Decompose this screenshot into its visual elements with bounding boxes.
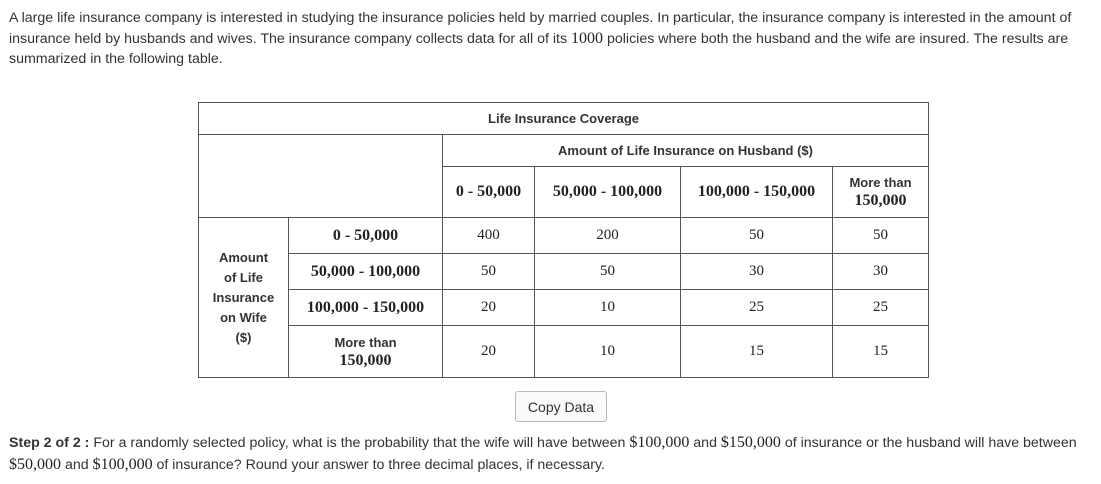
table-cell: 30 bbox=[681, 254, 833, 290]
copy-data-button[interactable]: Copy Data bbox=[515, 391, 607, 422]
wife-label-line: Insurance bbox=[212, 289, 275, 305]
husband-range-3: 100,000 - 150,000 bbox=[681, 167, 833, 218]
table-cell: 10 bbox=[535, 290, 681, 326]
husband-range-2: 50,000 - 100,000 bbox=[535, 167, 681, 218]
wife-more-label: More than bbox=[334, 334, 397, 350]
wife-range-2: 50,000 - 100,000 bbox=[289, 254, 443, 290]
table-cell: 400 bbox=[443, 218, 535, 254]
table-cell: 10 bbox=[535, 326, 681, 378]
table-cell: 15 bbox=[681, 326, 833, 378]
husband-range-4 bbox=[833, 167, 929, 218]
problem-intro bbox=[9, 8, 1099, 70]
question-segment: of insurance or the husband will have between bbox=[780, 435, 1077, 451]
table-row bbox=[199, 290, 929, 326]
step-label: Step 2 of 2 : bbox=[9, 435, 90, 451]
table-cell: 200 bbox=[535, 218, 681, 254]
wife-range-1: 0 - 50,000 bbox=[289, 218, 443, 254]
table-cell: 20 bbox=[443, 290, 535, 326]
question-segment: and bbox=[61, 457, 93, 473]
intro-text-1: A large life insurance company is interested in studying the insurance policies held by married couples. In particular, the insurance company is interested in the amount of insurance held by husbands and wives. The insurance company collects data for all of its bbox=[9, 10, 1072, 47]
wife-label-line: of Life bbox=[224, 269, 263, 285]
question-value: $100,000 bbox=[629, 434, 690, 451]
husband-more-label: More than bbox=[849, 175, 912, 190]
table-cell: 50 bbox=[681, 218, 833, 254]
corner-cell bbox=[199, 135, 443, 218]
table-cell: 50 bbox=[833, 218, 929, 254]
question-text bbox=[9, 432, 1099, 476]
wife-range-4 bbox=[289, 326, 443, 378]
table-cell: 50 bbox=[443, 254, 535, 290]
table-row bbox=[199, 254, 929, 290]
table-cell: 50 bbox=[535, 254, 681, 290]
husband-more-value: 150,000 bbox=[854, 192, 907, 209]
question-segment: and bbox=[689, 435, 721, 451]
table-cell: 15 bbox=[833, 326, 929, 378]
husband-range-1: 0 - 50,000 bbox=[443, 167, 535, 218]
wife-label-line: ($) bbox=[235, 329, 252, 345]
intro-text-2: policies where both the husband and the wife are insured. The results are summarized in the following table. bbox=[9, 30, 1069, 67]
coverage-table bbox=[198, 102, 929, 378]
table-cell: 25 bbox=[833, 290, 929, 326]
table-cell: 25 bbox=[681, 290, 833, 326]
husband-header: Amount of Life Insurance on Husband ($) bbox=[443, 135, 929, 167]
wife-range-3: 100,000 - 150,000 bbox=[289, 290, 443, 326]
question-value: $100,000 bbox=[92, 456, 153, 473]
question-segment: of insurance? Round your answer to three decimal places, if necessary. bbox=[152, 457, 605, 473]
table-cell: 20 bbox=[443, 326, 535, 378]
table-row bbox=[199, 218, 929, 254]
table-title: Life Insurance Coverage bbox=[199, 103, 929, 135]
table-cell: 30 bbox=[833, 254, 929, 290]
wife-more-value: 150,000 bbox=[339, 351, 392, 369]
question-segment: For a randomly selected policy, what is the probability that the wife will have between bbox=[89, 435, 630, 451]
wife-label-line: on Wife bbox=[220, 309, 267, 325]
table-row bbox=[199, 326, 929, 378]
wife-label bbox=[199, 218, 289, 378]
question-value: $50,000 bbox=[9, 456, 61, 473]
question-value: $150,000 bbox=[720, 434, 781, 451]
policy-count: 1000 bbox=[571, 29, 604, 47]
wife-label-line: Amount bbox=[218, 249, 269, 265]
